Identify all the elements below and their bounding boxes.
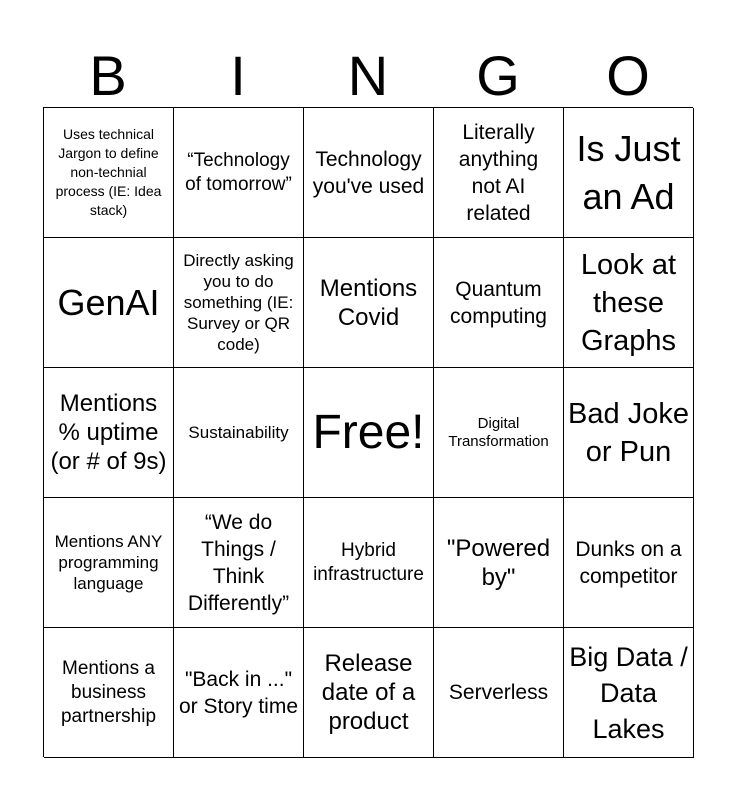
cell-text: Mentions ANY programming language	[54, 532, 163, 593]
bingo-cell[interactable]	[304, 628, 434, 758]
bingo-cell[interactable]	[434, 108, 564, 238]
bingo-cell[interactable]	[174, 368, 304, 498]
bingo-cell[interactable]	[44, 108, 174, 238]
bingo-cell[interactable]	[174, 498, 304, 628]
bingo-cell[interactable]	[44, 498, 174, 628]
cell-text: Uses technical Jargon to define non-technial process (IE: Idea stack)	[55, 126, 162, 218]
cell-text: Is Just an Ad	[576, 127, 681, 217]
bingo-cell[interactable]	[304, 498, 434, 628]
cell-text: Dunks on a competitor	[575, 537, 682, 588]
cell-text: Hybrid infrastructure	[313, 539, 424, 585]
bingo-cell[interactable]	[434, 628, 564, 758]
header-letter-b: B	[89, 44, 127, 107]
cell-text: GenAI	[57, 281, 160, 323]
cell-text: Free!	[312, 405, 425, 459]
header-letter-i: I	[230, 44, 246, 107]
bingo-cell[interactable]	[564, 368, 694, 498]
bingo-cell[interactable]	[434, 238, 564, 368]
bingo-cell[interactable]	[304, 368, 434, 498]
cell-text: Mentions % uptime (or # of 9s)	[50, 390, 167, 475]
header-letter-g: G	[476, 44, 520, 107]
bingo-cell[interactable]	[44, 368, 174, 498]
cell-text: Mentions Covid	[319, 274, 418, 331]
bingo-cell[interactable]	[564, 498, 694, 628]
header-letter-o: O	[606, 44, 650, 107]
bingo-cell[interactable]	[434, 498, 564, 628]
bingo-cell[interactable]	[174, 108, 304, 238]
bingo-cell[interactable]	[564, 108, 694, 238]
cell-text: Big Data / Data Lakes	[569, 641, 688, 744]
cell-text: Mentions a business partnership	[60, 657, 157, 727]
bingo-cell[interactable]	[304, 108, 434, 238]
bingo-cell[interactable]	[434, 368, 564, 498]
bingo-cell[interactable]	[174, 628, 304, 758]
cell-text: Sustainability	[188, 423, 289, 442]
cell-text: Release date of a product	[321, 650, 416, 735]
cell-text: Technology you've used	[312, 147, 425, 198]
bingo-cell[interactable]	[304, 238, 434, 368]
cell-text: "Powered by"	[446, 534, 551, 591]
cell-text: Bad Joke or Pun	[568, 397, 689, 468]
cell-text: Digital Transformation	[448, 414, 549, 450]
header-letter-n: N	[347, 44, 389, 107]
bingo-board	[43, 107, 693, 757]
bingo-cell[interactable]	[564, 628, 694, 758]
cell-text: Quantum computing	[450, 277, 547, 328]
cell-text: “Technology of tomorrow”	[185, 149, 292, 195]
bingo-cell[interactable]	[44, 628, 174, 758]
cell-text: Directly asking you to do something (IE: Survey or QR code)	[183, 251, 294, 354]
bingo-cell[interactable]	[174, 238, 304, 368]
cell-text: Serverless	[448, 681, 549, 704]
cell-text: Look at these Graphs	[580, 248, 677, 357]
bingo-cell[interactable]	[44, 238, 174, 368]
cell-text: "Back in ..." or Story time	[178, 667, 299, 718]
cell-text: “We do Things / Think Differently”	[187, 510, 290, 615]
cell-text: Literally anything not AI related	[458, 120, 539, 225]
bingo-cell[interactable]	[564, 238, 694, 368]
bingo-header	[43, 44, 693, 108]
